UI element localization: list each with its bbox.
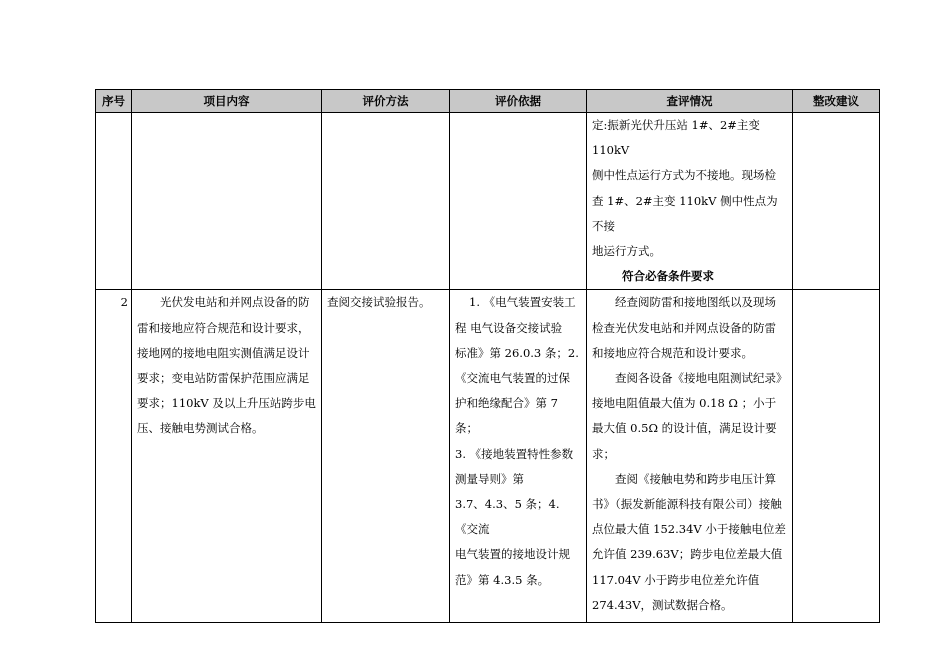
header-index: 序号 (96, 90, 132, 113)
basis-line: 测量导则》第 (455, 471, 524, 486)
findings-line: 侧中性点运行方式为不接地。现场检 (592, 168, 776, 183)
table-row (96, 290, 880, 623)
header-findings: 查评情况 (587, 90, 793, 113)
basis-line: 《交流电气装置的过保 (455, 371, 570, 386)
basis-line: 电气装置的接地设计规 (455, 547, 570, 562)
basis-line: 标准》第 26.0.3 条；2. (455, 345, 579, 360)
header-evaluation-method: 评价方法 (322, 90, 450, 113)
row1-index-cell (96, 113, 132, 290)
row1-basis-cell (450, 113, 587, 290)
conclusion-text: 符合必备条件要求 (622, 269, 714, 284)
findings-paragraph: 查阅各设备《接地电阻测试纪录》接地电阻值最大值为 0.18 Ω ；小于最大值 0.5Ω 的设计值，满足设计要求； (592, 371, 782, 461)
basis-line: 护和绝缘配合》第 7 条； (455, 396, 558, 436)
item-content-text: 光伏发电站和并网点设备的防雷和接地应符合规范和设计要求，接地网的接地电阻实测值满足设计要求；变电站防雷保护范围应满足要求；110kV 及以上升压站跨步电压、接触电势测试合格。 (137, 295, 316, 436)
basis-line: 3.7、4.3、5 条；4.《交流 (455, 497, 560, 537)
findings-paragraph: 经查阅防雷和接地图纸以及现场检查光伏发电站和并网点设备的防雷和接地应符合规范和设计要求。 (592, 295, 776, 360)
findings-paragraph: 查阅《接触电势和跨步电压计算书》（振发新能源科技有限公司）接触点位最大值 152.34V 小于接触电位差允许值 239.63V；跨步电位差最大值 117.04V 小于跨步电位差允许值 274.43V，测试数据合格。 (592, 471, 786, 612)
row2-method-cell (322, 290, 450, 623)
basis-line: 范》第 4.3.5 条。 (455, 572, 550, 587)
row1-findings-cell (587, 113, 793, 290)
findings-line: 定:振新光伏升压站 1#、2#主变 110kV (592, 118, 760, 158)
findings-line: 查 1#、2#主变 110kV 侧中性点为不接 (592, 193, 778, 233)
row1-method-cell (322, 113, 450, 290)
evaluation-table (95, 89, 880, 623)
row2-suggestion-cell (793, 290, 880, 623)
header-evaluation-basis: 评价依据 (450, 90, 587, 113)
method-text: 查阅交接试验报告。 (327, 295, 431, 310)
table-row (96, 113, 880, 290)
header-suggestion: 整改建议 (793, 90, 880, 113)
row2-index-cell: 2 (96, 290, 132, 623)
row1-content-cell (132, 113, 322, 290)
basis-line: 3. 《接地装置特性参数 (455, 446, 574, 461)
table-header-row (96, 90, 880, 113)
basis-line: 程 电气设备交接试验 (455, 320, 563, 335)
basis-line: 1. 《电气装置安装工 (469, 295, 576, 310)
row2-findings-cell (587, 290, 793, 623)
row2-content-cell (132, 290, 322, 623)
findings-line: 地运行方式。 (592, 244, 661, 259)
header-item-content: 项目内容 (132, 90, 322, 113)
row1-suggestion-cell (793, 113, 880, 290)
row2-basis-cell (450, 290, 587, 623)
